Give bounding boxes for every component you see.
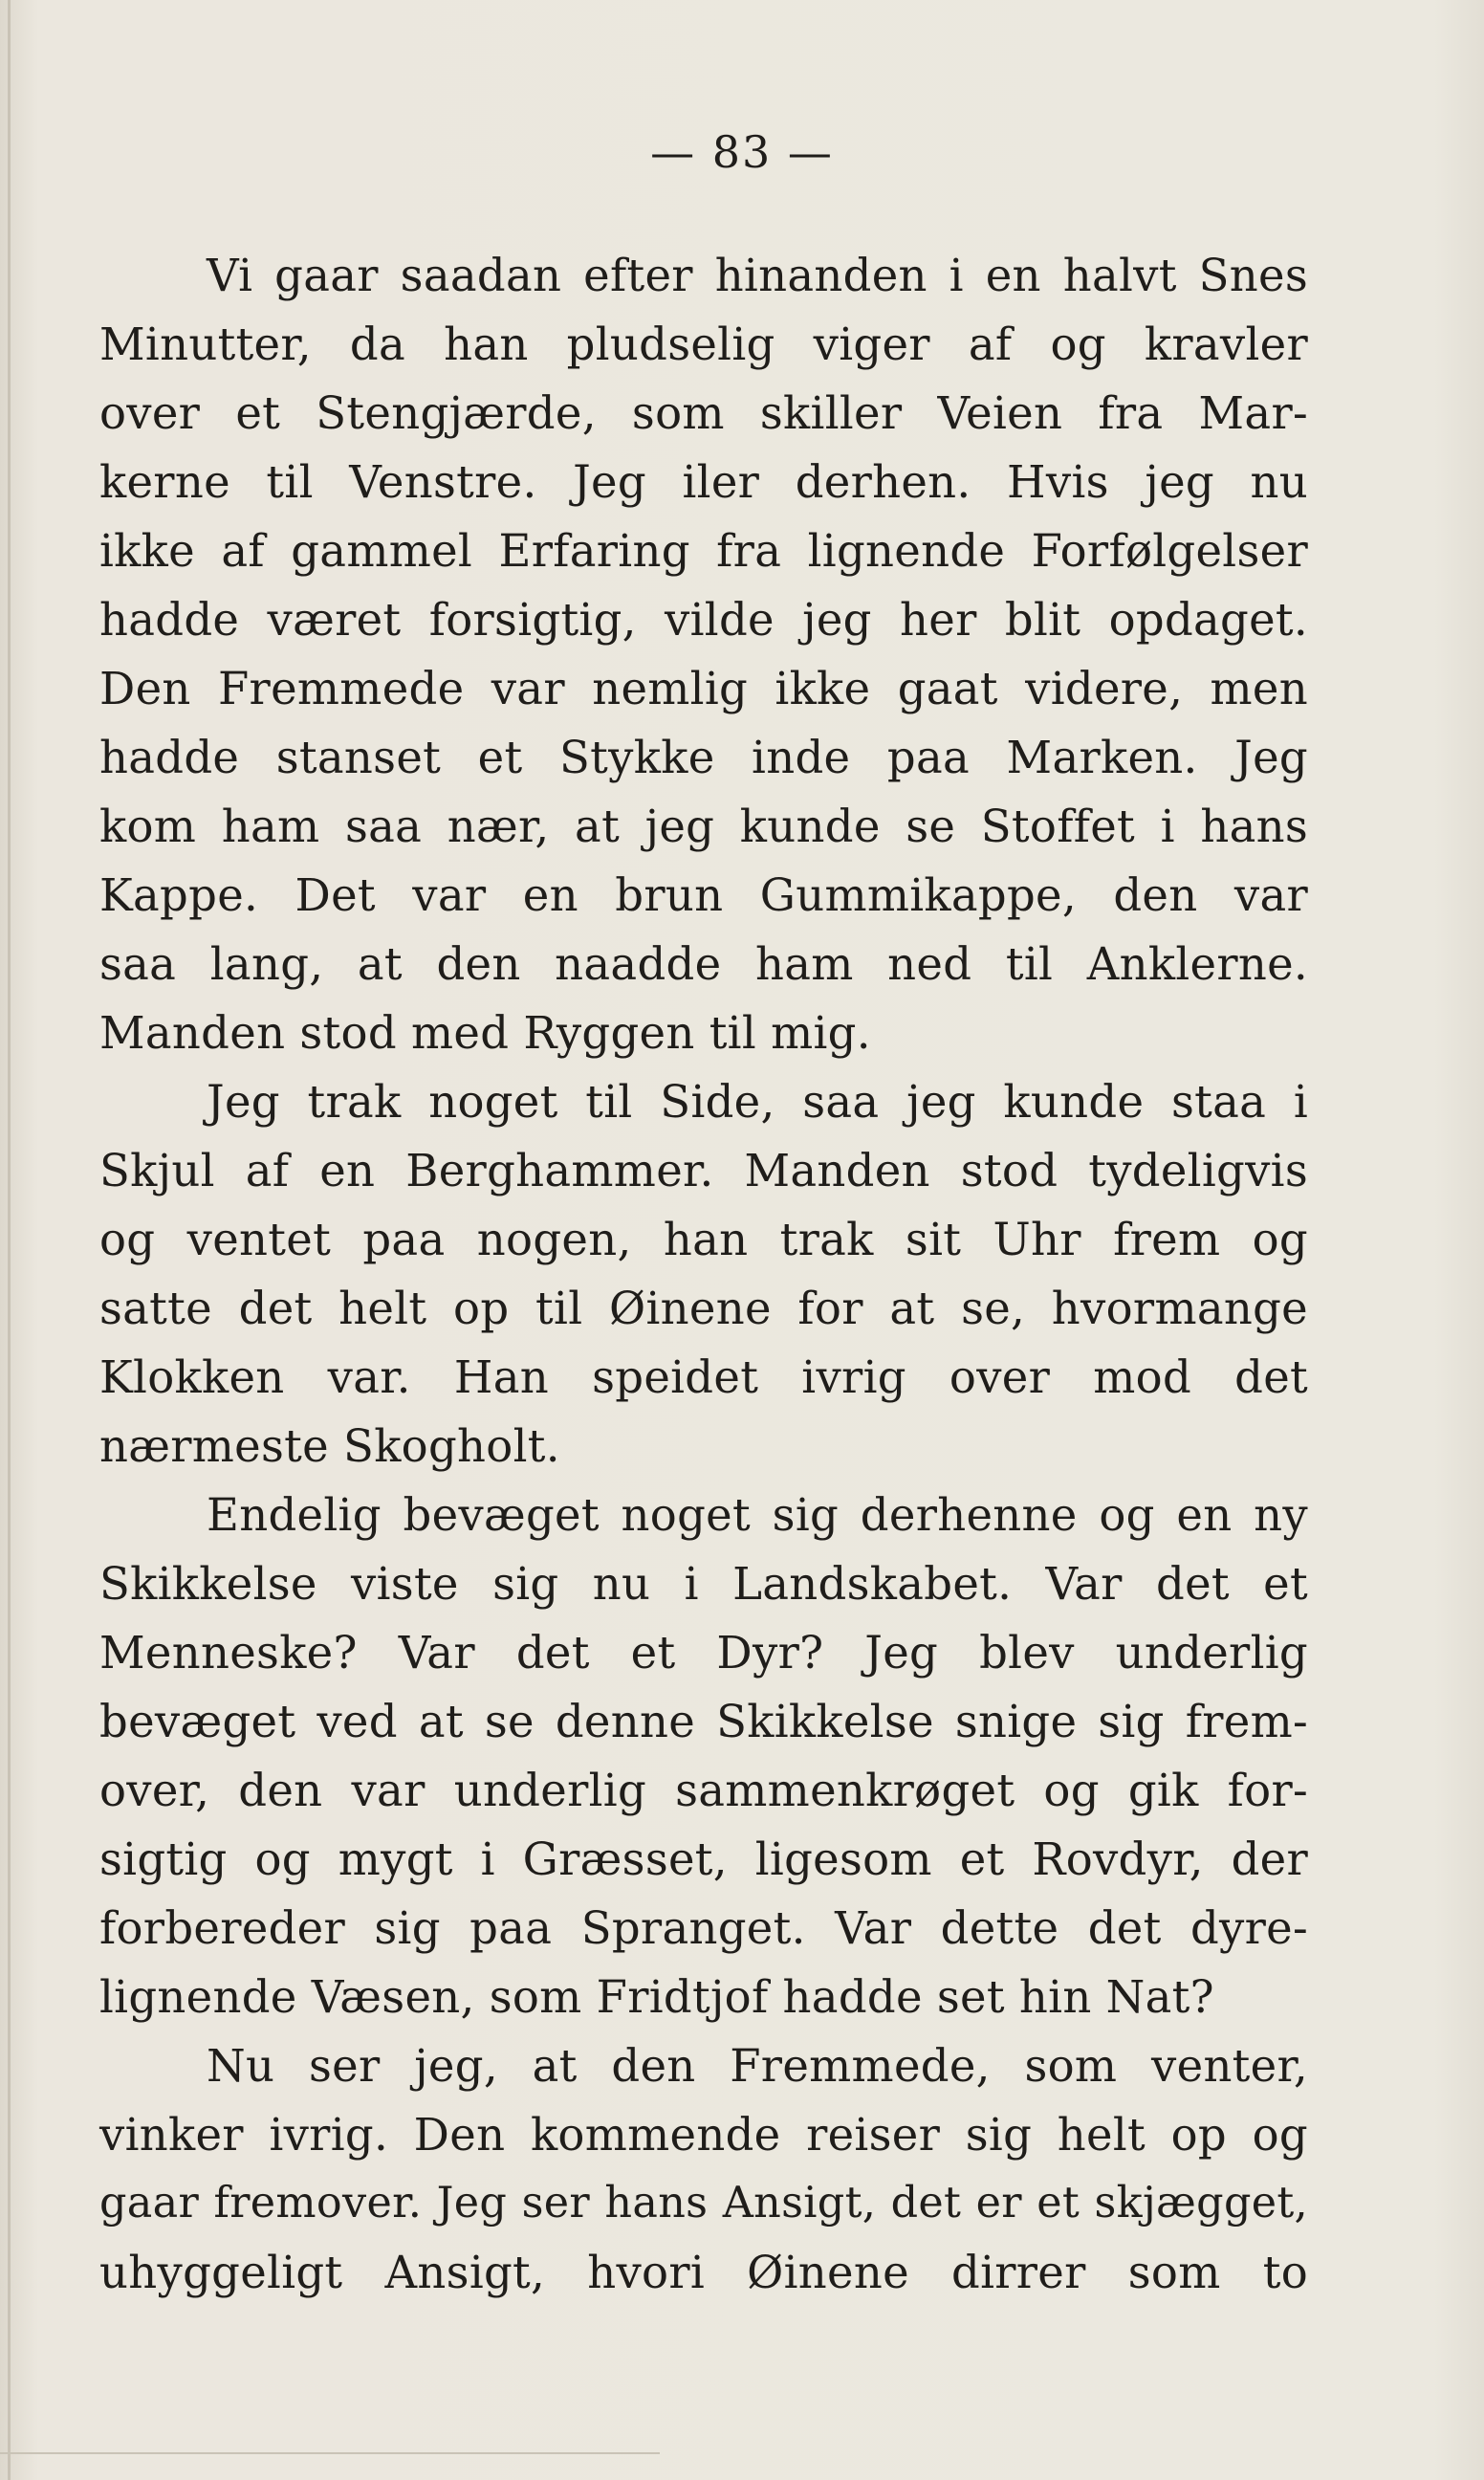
text-line: Vi gaar saadan efter hinanden i en halvt Snes xyxy=(207,250,1308,301)
text-line: saa lang, at den naadde ham ned til Anklerne. xyxy=(99,938,1308,990)
text-line: bevæget ved at se denne Skikkelse snige sig frem- xyxy=(99,1696,1308,1747)
text-line: Klokken var. Han speidet ivrig over mod det xyxy=(99,1351,1308,1403)
page-bottom-edge xyxy=(0,2452,660,2454)
text-line: Manden stod med Ryggen til mig. xyxy=(99,1007,871,1059)
text-line: Minutter, da han pludselig viger af og kravler xyxy=(99,318,1308,370)
text-line: uhyggeligt Ansigt, hvori Øinene dirrer som to xyxy=(99,2247,1308,2298)
page-number: — 83 — xyxy=(650,126,834,178)
text-line: Jeg trak noget til Side, saa jeg kunde staa i xyxy=(207,1076,1308,1128)
text-line: Nu ser jeg, at den Fremmede, som venter, xyxy=(207,2040,1308,2092)
text-line: nærmeste Skogholt. xyxy=(99,1420,560,1472)
text-line: satte det helt op til Øinene for at se, hvormange xyxy=(99,1283,1308,1334)
text-line: vinker ivrig. Den kommende reiser sig helt op og xyxy=(99,2109,1308,2161)
text-line: forbereder sig paa Spranget. Var dette det dyre- xyxy=(99,1902,1308,1954)
text-line: over, den var underlig sammenkrøget og gik for- xyxy=(99,1765,1308,1816)
text-line: Skikkelse viste sig nu i Landskabet. Var det et xyxy=(99,1558,1308,1610)
text-line: Kappe. Det var en brun Gummikappe, den var xyxy=(99,869,1308,921)
text-line: kom ham saa nær, at jeg kunde se Stoffet i hans xyxy=(99,801,1308,852)
text-line: lignende Væsen, som Fridtjof hadde set hin Nat? xyxy=(99,1971,1214,2023)
text-line: ikke af gammel Erfaring fra lignende Forfølgelser xyxy=(99,525,1308,577)
text-line: kerne til Venstre. Jeg iler derhen. Hvis jeg nu xyxy=(99,456,1308,508)
text-line: hadde været forsigtig, vilde jeg her blit opdaget. xyxy=(99,594,1308,646)
text-line: gaar fremover. Jeg ser hans Ansigt, det er et skjægget, xyxy=(99,2179,1308,2228)
page-spine-edge xyxy=(8,0,11,2480)
text-line: sigtig og mygt i Græsset, ligesom et Rovdyr, der xyxy=(99,1833,1308,1885)
text-line: og ventet paa nogen, han trak sit Uhr frem og xyxy=(99,1214,1308,1265)
text-line: Endelig bevæget noget sig derhenne og en ny xyxy=(207,1489,1308,1541)
text-line: Menneske? Var det et Dyr? Jeg blev underlig xyxy=(99,1627,1308,1679)
text-line: Den Fremmede var nemlig ikke gaat videre, men xyxy=(99,663,1308,714)
text-line: hadde stanset et Stykke inde paa Marken. Jeg xyxy=(99,732,1308,783)
text-line: over et Stengjærde, som skiller Veien fra Mar- xyxy=(99,387,1308,439)
text-line: Skjul af en Berghammer. Manden stod tydeligvis xyxy=(99,1145,1308,1196)
